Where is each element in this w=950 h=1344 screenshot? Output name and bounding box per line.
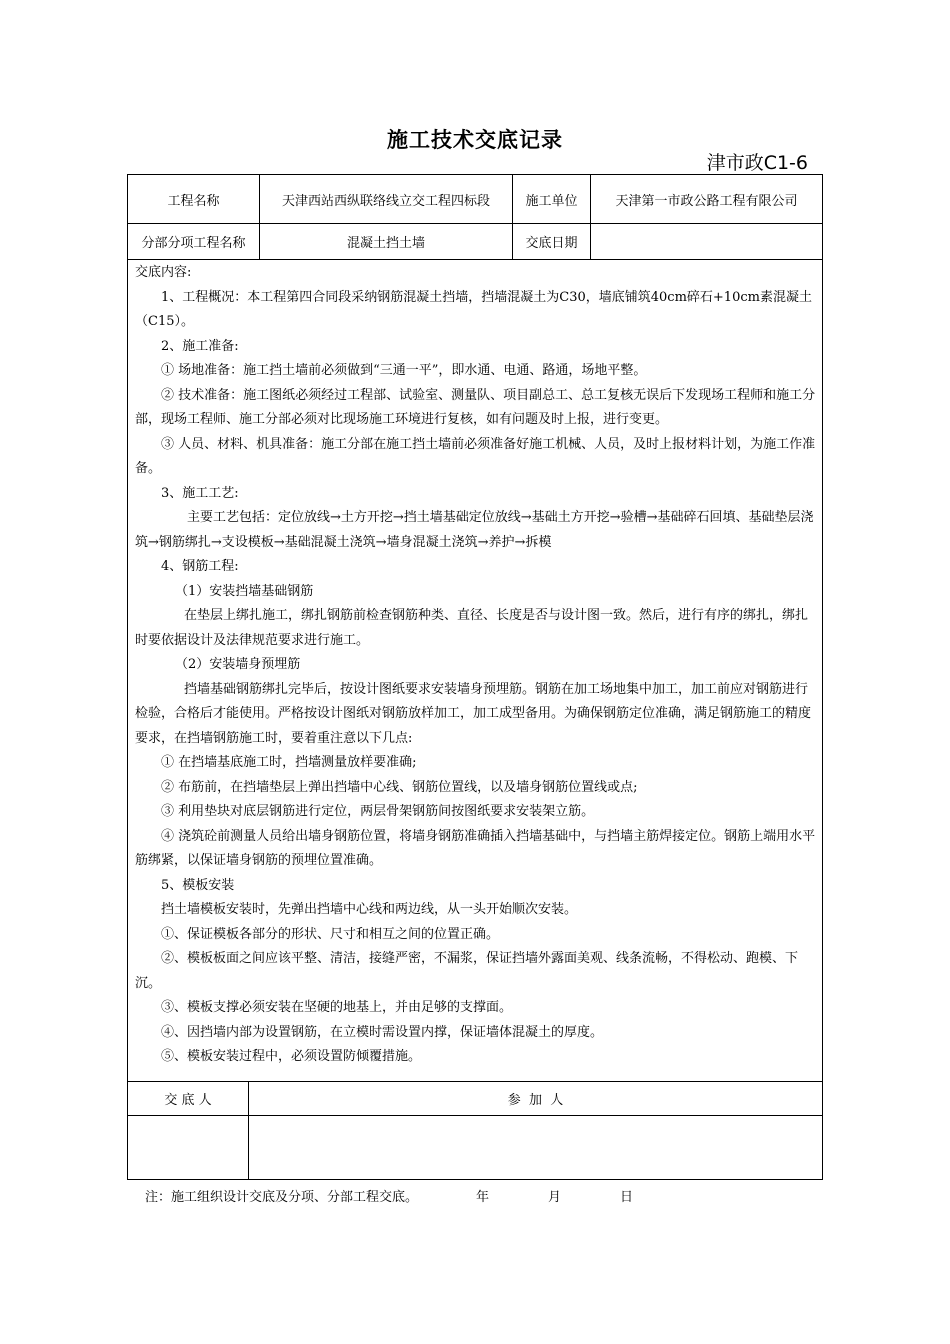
content-paragraph: 3、施工工艺: [161,485,239,501]
content-paragraph: ③ 利用垫块对底层钢筋进行定位，两层骨架钢筋间按图纸要求安装架立筋。 [161,804,595,819]
document-title: 施工技术交底记录 [387,127,563,152]
content-paragraph: 挡墙基础钢筋绑扎完毕后，按设计图纸要求安装墙身预埋筋。钢筋在加工场地集中加工，加工前应对钢筋进行检验，合格后才能使用。严格按设计图纸对钢筋放样加工，加工成型备用。为确保钢筋定位准确，满足钢筋施工的精度要求，在挡墙钢筋施工时，要着重注意以下几点: [135,681,812,746]
content-paragraph: ④ 浇筑砼前测量人员给出墙身钢筋位置，将墙身钢筋准确插入挡墙基础中，与挡墙主筋焊接定位。钢筋上端用水平筋绑紧，以保证墙身钢筋的预埋位置准确。 [135,828,816,868]
handover-date-label: 交底日期 [525,236,578,251]
content-paragraph: ④、因挡墙内部为设置钢筋，在立模时需设置内撑，保证墙体混凝土的厚度。 [161,1024,604,1040]
form-code: 津市政C1-6 [706,152,808,174]
project-name-value: 天津西站西纵联络线立交工程四标段 [281,193,490,209]
content-paragraph: 主要工艺包括：定位放线→土方开挖→挡土墙基础定位放线→基础土方开挖→验槽→基础碎石回填、基础垫层浇筑→钢筋绑扎→支设模板→基础混凝土浇筑→墙身混凝土浇筑→养护→拆模 [135,510,814,550]
record-table [127,174,823,1180]
content-paragraph: 在垫层上绑扎施工，绑扎钢筋前检查钢筋种类、直径、长度是否与设计图一致。然后，进行有序的绑扎，绑扎时要依据设计及法律规范要求进行施工。 [135,608,809,648]
content-paragraph: ② 布筋前，在挡墙垫层上弹出挡墙中心线、钢筋位置线，以及墙身钢筋位置线或点; [161,779,638,795]
construction-unit-label: 施工单位 [525,193,578,209]
content-paragraph: ③、模板支撑必须安装在坚硬的地基上，并由足够的支撑面。 [161,1000,513,1015]
project-name-label: 工程名称 [167,193,220,209]
sub-project-label: 分部分项工程名称 [141,236,246,251]
presenter-signature-field[interactable] [128,1116,248,1179]
construction-unit-value: 天津第一市政公路工程有限公司 [615,193,798,209]
footer-note: 注：施工组织设计交底及分项、分部工程交底。 [145,1190,419,1205]
handover-date-value [591,224,822,259]
content-paragraph: ① 场地准备：施工挡土墙前必须做到“三通一平”，即水通、电通、路通，场地平整。 [161,363,647,378]
content-paragraph: ①、保证模板各部分的形状、尺寸和相互之间的位置正确。 [161,926,500,942]
content-paragraph: （1）安装挡墙基础钢筋 [175,583,314,599]
day-label: 日 [620,1190,634,1205]
content-paragraph: ③ 人员、材料、机具准备：施工分部在施工挡土墙前必须准备好施工机械、人员，及时上报材料计划，为施工作准备。 [135,436,816,476]
sub-project-value: 混凝土挡土墙 [346,236,425,251]
participant-label: 参 加 人 [507,1093,564,1108]
year-label: 年 [476,1190,490,1205]
content-paragraph: ① 在挡墙基底施工时，挡墙测量放样要准确; [161,755,417,770]
handover-content [135,261,817,1070]
content-paragraph: 4、钢筋工程: [161,559,239,574]
row-divider [128,259,822,260]
content-paragraph: 1、工程概况：本工程第四合同段采纳钢筋混凝土挡墙，挡墙混凝土为C30，墙底铺筑40cm碎石+10cm素混凝土（C15）。 [135,289,812,329]
content-heading: 交底内容: [135,265,192,280]
month-label: 月 [548,1190,562,1205]
content-paragraph: 2、施工准备: [161,338,239,354]
content-paragraph: 5、模板安装 [161,877,235,893]
content-paragraph: （2）安装墙身预埋筋 [175,657,301,672]
presenter-label: 交 底 人 [164,1093,212,1108]
content-paragraph: 挡土墙模板安装时，先弹出挡墙中心线和两边线，从一头开始顺次安装。 [161,902,578,917]
content-paragraph: ② 技术准备：施工图纸必须经过工程部、试验室、测量队、项目副总工、总工复核无误后下发现场工程师和施工分部，现场工程师、施工分部必须对比现场施工环境进行复核，如有问题及时上报，进行变更。 [135,387,816,427]
content-paragraph: ⑤、模板安装过程中，必须设置防倾覆措施。 [161,1049,422,1064]
participant-signature-field[interactable] [249,1116,822,1179]
content-paragraph: ②、模板板面之间应该平整、清洁，接缝严密，不漏浆，保证挡墙外露面美观、线条流畅，不得松动、跑模、下沉。 [135,951,799,991]
